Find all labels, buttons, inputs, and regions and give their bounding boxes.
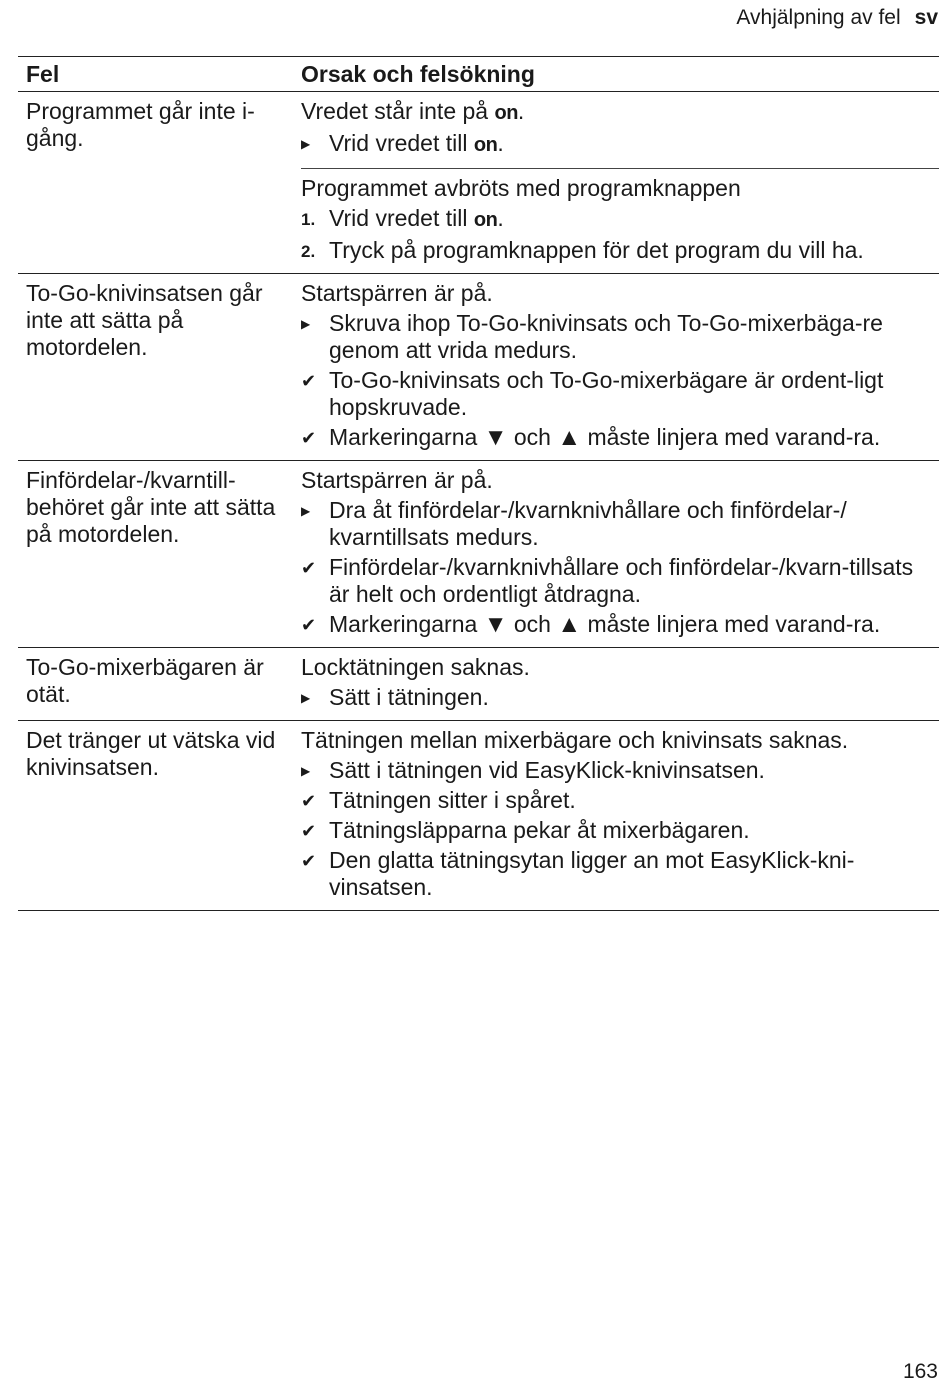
action-item: [301, 757, 939, 784]
action-item: [301, 497, 939, 551]
text-span: Startspärren är på.: [301, 467, 493, 493]
triangle-down-icon: ▼: [483, 611, 508, 638]
checkmark-icon: ✔: [301, 371, 317, 391]
numbered-step: [301, 237, 939, 264]
checkmark-icon: ✔: [301, 851, 317, 871]
cause-block: [301, 721, 939, 910]
cause-block: [301, 92, 939, 168]
table-row: [18, 92, 939, 274]
check-item: [301, 367, 939, 421]
header-fault: Fel: [26, 60, 60, 87]
table-row: [18, 461, 939, 648]
text-span: .: [517, 98, 525, 124]
text-span: Finfördelar-/kvarnknivhållare och finfördelar-/kvarn-tillsats är helt och ordentligt åtdragna.: [329, 554, 914, 607]
triangle-up-icon: ▲: [557, 424, 582, 451]
table-body: [18, 92, 939, 910]
check-item: [301, 787, 939, 814]
cause-cell: [301, 92, 939, 273]
action-item: [301, 130, 939, 159]
check-item: [301, 424, 939, 451]
triangle-right-icon: ▶: [301, 691, 311, 705]
cause-block: [301, 461, 939, 647]
text-span: Startspärren är på.: [301, 280, 493, 306]
fault-cell: Finfördelar-/kvarntill-behöret går inte att sätta på motordelen.: [26, 467, 276, 547]
checkmark-icon: ✔: [301, 428, 317, 448]
text-span: Tryck på programknappen för det program du vill ha.: [329, 237, 864, 263]
text-span: Vredet står inte på: [301, 98, 495, 124]
cause-text: [301, 654, 939, 681]
cause-text: [301, 467, 939, 494]
triangle-right-icon: ▶: [301, 504, 311, 518]
on-position-label: on: [494, 102, 518, 124]
text-span: Skruva ihop To-Go-knivinsats och To-Go-mixerbäga-re genom att vrida medurs.: [329, 310, 883, 363]
table-header: [18, 57, 939, 92]
text-span: måste linjera med varand-ra.: [581, 611, 881, 637]
check-item: [301, 554, 939, 608]
check-item: [301, 847, 939, 901]
checkmark-icon: ✔: [301, 615, 317, 635]
check-item: [301, 817, 939, 844]
section-title: Avhjälpning av fel: [736, 6, 901, 29]
text-span: Sätt i tätningen.: [329, 684, 489, 710]
text-span: Vrid vredet till: [329, 130, 474, 156]
cause-block: [301, 648, 939, 720]
cause-text: [301, 280, 939, 307]
action-item: [301, 684, 939, 711]
text-span: Den glatta tätningsytan ligger an mot EasyKlick-kni-vinsatsen.: [329, 847, 855, 900]
fault-cell: Programmet går inte i-gång.: [26, 98, 255, 151]
cause-block: [301, 274, 939, 460]
on-position-label: on: [473, 134, 498, 156]
check-item: [301, 611, 939, 638]
table-row: [18, 274, 939, 461]
cause-text: [301, 98, 939, 127]
cause-cell: [301, 274, 939, 460]
text-span: Dra åt finfördelar-/kvarnknivhållare och finfördelar-/ kvarntillsats medurs.: [329, 497, 847, 550]
text-span: Programmet avbröts med programknappen: [301, 175, 741, 201]
checkmark-icon: ✔: [301, 821, 317, 841]
table-row: [18, 721, 939, 910]
text-span: Tätningen sitter i spåret.: [329, 787, 576, 813]
triangle-right-icon: ▶: [301, 317, 311, 331]
cause-text: [301, 727, 939, 754]
header-cause: Orsak och felsökning: [301, 60, 535, 87]
step-number: 2.: [301, 242, 316, 261]
text-span: Tätningsläpparna pekar åt mixerbägaren.: [329, 817, 750, 843]
text-span: Locktätningen saknas.: [301, 654, 530, 680]
numbered-step: [301, 205, 939, 234]
text-span: Markeringarna: [329, 611, 484, 637]
text-span: och: [507, 424, 558, 450]
text-span: måste linjera med varand-ra.: [581, 424, 881, 450]
text-span: och: [507, 611, 558, 637]
text-span: To-Go-knivinsats och To-Go-mixerbägare är ordent-ligt hopskruvade.: [329, 367, 884, 420]
step-number: 1.: [301, 210, 316, 229]
text-span: Vrid vredet till: [329, 205, 474, 231]
table-row: [18, 648, 939, 721]
page-number: 163: [902, 1360, 938, 1383]
cause-block: [301, 168, 939, 273]
cause-cell: [301, 461, 939, 647]
checkmark-icon: ✔: [301, 791, 317, 811]
action-item: [301, 310, 939, 364]
language-code: sv: [914, 6, 938, 29]
on-position-label: on: [473, 209, 498, 231]
checkmark-icon: ✔: [301, 558, 317, 578]
fault-cell: To-Go-knivinsatsen går inte att sätta på motordelen.: [26, 280, 263, 360]
text-span: .: [497, 205, 504, 231]
text-span: Sätt i tätningen vid EasyKlick-knivinsatsen.: [329, 757, 765, 783]
triangle-down-icon: ▼: [483, 424, 508, 451]
troubleshooting-table: [18, 56, 939, 911]
page-header: [736, 6, 938, 30]
text-span: .: [497, 130, 504, 156]
cause-cell: [301, 721, 939, 910]
cause-text: [301, 175, 939, 202]
triangle-right-icon: ▶: [301, 764, 311, 778]
cause-cell: [301, 648, 939, 720]
text-span: Markeringarna: [329, 424, 484, 450]
text-span: Tätningen mellan mixerbägare och knivinsats saknas.: [301, 727, 849, 753]
triangle-right-icon: ▶: [301, 137, 311, 151]
triangle-up-icon: ▲: [557, 611, 582, 638]
fault-cell: To-Go-mixerbägaren är otät.: [26, 654, 264, 707]
fault-cell: Det tränger ut vätska vid knivinsatsen.: [26, 727, 276, 780]
